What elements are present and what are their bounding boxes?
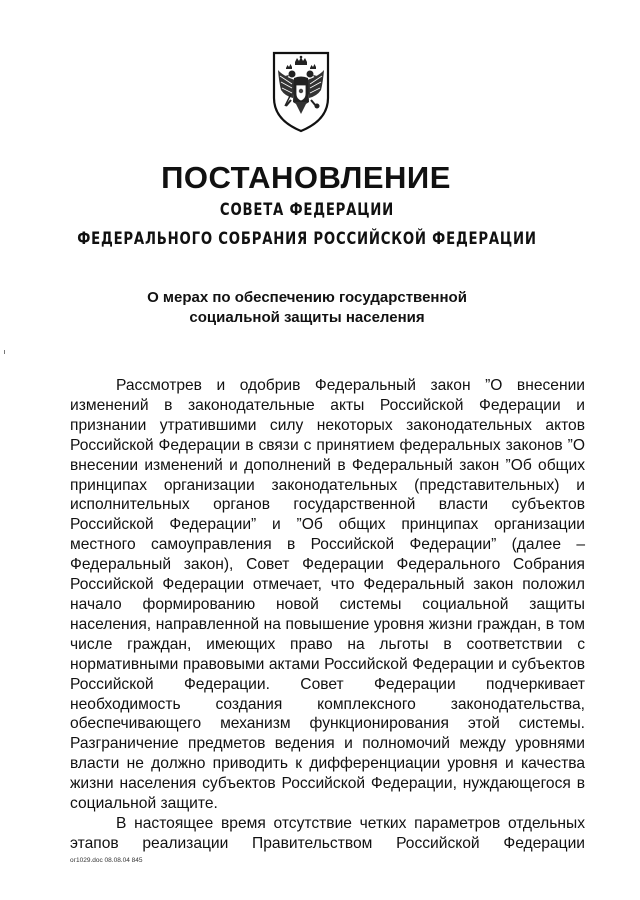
coat-of-arms-icon	[271, 50, 331, 134]
body-paragraph-1: Рассмотрев и одобрив Федеральный закон ”О внесении изменений в законодательные акты Российской Федерации и признании утратившими силу некоторых законодательных актов Российской Федерации в связи с принятием федеральных законов ”О внесении изменений и дополнений в Федеральный закон ”Об общих принципах организации законодательных (представительных) и исполнительных органов государственной власти субъектов Российской Федерации” и ”Об общих принципах организации местного самоуправления в Российской Федерации” (далее – Федеральный закон), Совет Федерации Федерального Собрания Российской Федерации отмечает, что Федеральный закон положил начало формированию новой системы социальной защиты населения, направленной на повышение уровня жизни граждан, в том числе граждан, имеющих право на льготы в соответствии с нормативными правовыми актами Российской Федерации и субъектов Российской Федерации. Совет Федерации подчеркивает необходимость создания комплексного законодательства, обеспечивающего механизм функционирования этой системы. Разграничение предметов ведения и полномочий между уровнями власти не должно приводить к дифференциации уровня и качества жизни населения субъектов Российской Федерации, нуждающегося в социальной защите.	[70, 377, 585, 813]
body-paragraph-2: В настоящее время отсутствие четких параметров отдельных этапов реализации Правительством Российской Федерации	[70, 814, 585, 852]
document-heading-text: О мерах по обеспечению государственной социальной защиты населения	[147, 289, 467, 326]
document-heading	[0, 288, 614, 328]
margin-mark	[4, 350, 5, 354]
document-subtitle-line1: СОВЕТА ФЕДЕРАЦИИ	[219, 200, 395, 220]
document-title: ПОСТАНОВЛЕНИЕ	[161, 160, 451, 195]
document-subtitle-line2: ФЕДЕРАЛЬНОГО СОБРАНИЯ РОССИЙСКОЙ ФЕДЕРАЦИИ	[77, 229, 537, 249]
document-footer: ог1029.doc 08.08.04 845	[70, 857, 143, 864]
document-body	[70, 376, 585, 854]
